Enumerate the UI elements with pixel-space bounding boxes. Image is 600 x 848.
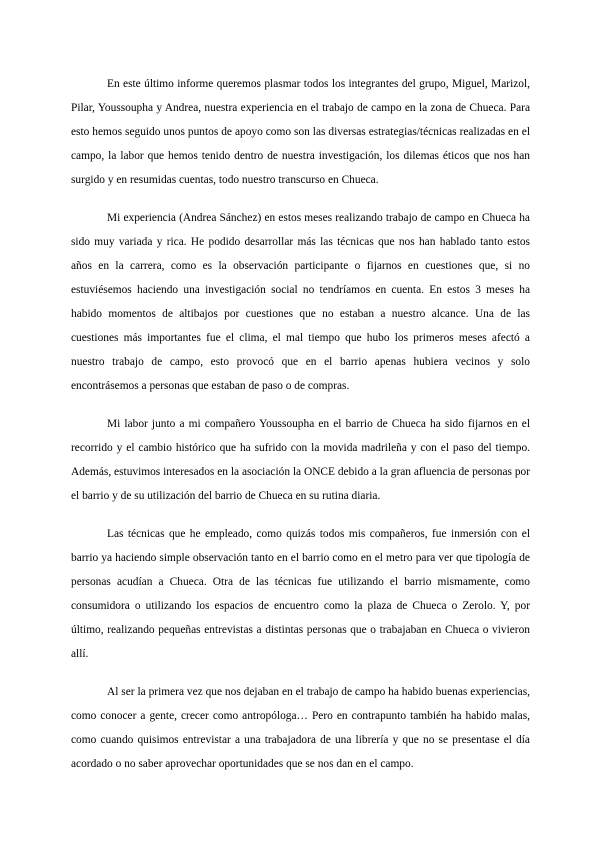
paragraph-experience: Mi experiencia (Andrea Sánchez) en estos meses realizando trabajo de campo en Chueca ha sido muy variada y rica. He podido desarrollar más las técnicas que nos han hablado tanto estos años en la carrera, como es la observación participante o fijarnos en cuestiones que, si no estuviésemos haciendo una investigación social no tendríamos en cuenta. En estos 3 meses ha habido momentos de altibajos por cuestiones que no estaban a nuestro alcance. Una de las cuestiones más importantes fue el clima, el mal tiempo que hubo los primeros meses afectó a nuestro trabajo de campo, esto provocó que en el barrio apenas hubiera vecinos y solo encontrásemos a personas que estaban de paso o de compras.	[71, 212, 530, 392]
paragraph-labor: Mi labor junto a mi compañero Youssoupha en el barrio de Chueca ha sido fijarnos en el recorrido y el cambio histórico que ha sufrido con la movida madrileña y con el paso del tiempo. Además, estuvimos interesados en la asociación la ONCE debido a la gran afluencia de personas por el barrio y de su utilización del barrio de Chueca en su rutina diaria.	[71, 418, 530, 502]
document-body	[71, 72, 530, 790]
paragraph-conclusion: Al ser la primera vez que nos dejaban en el trabajo de campo ha habido buenas experiencias, como conocer a gente, crecer como antropóloga… Pero en contrapunto también ha habido malas, como cuando quisimos entrevistar a una trabajadora de una librería y que no se presentase el día acordado o no saber aprovechar oportunidades que se nos dan en el campo.	[71, 686, 530, 770]
paragraph-intro: En este último informe queremos plasmar todos los integrantes del grupo, Miguel, Marizol, Pilar, Youssoupha y Andrea, nuestra experiencia en el trabajo de campo en la zona de Chueca. Para esto hemos seguido unos puntos de apoyo como son las diversas estrategias/técnicas realizadas en el campo, la labor que hemos tenido dentro de nuestra investigación, los dilemas éticos que nos han surgido y en resumidas cuentas, todo nuestro transcurso en Chueca.	[71, 78, 530, 186]
paragraph-techniques: Las técnicas que he empleado, como quizás todos mis compañeros, fue inmersión con el barrio ya haciendo simple observación tanto en el barrio como en el metro para ver que tipología de personas acudían a Chueca. Otra de las técnicas fue utilizando el barrio mismamente, como consumidora o utilizando los espacios de encuentro como la plaza de Chueca o Zerolo. Y, por último, realizando pequeñas entrevistas a distintas personas que o trabajaban en Chueca o vivieron allí.	[71, 528, 530, 660]
